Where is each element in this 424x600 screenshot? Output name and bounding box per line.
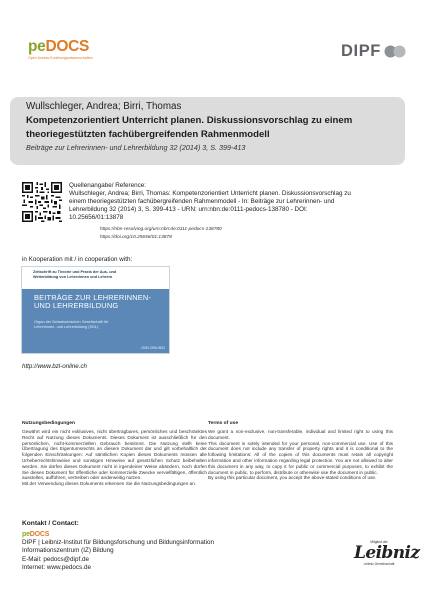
- terms-german: [22, 421, 207, 487]
- bzl-online-link[interactable]: http://www.bzl-online.ch: [22, 363, 87, 370]
- terms-english-paragraph: We grant a non-exclusive, non-transferable, individual and limited right to using this document.: [208, 429, 393, 440]
- quotation-line: Wullschleger, Andrea; Birri, Thomas: Kompetenzorientiert Unterricht planen. Diskussionsvorschlag zu: [69, 190, 351, 198]
- quotation-urls: [100, 226, 400, 242]
- journal-cover-title-line: UND LEHRERBILDUNG: [34, 301, 119, 311]
- journal-cover-issn: ISSN 2296-9632: [141, 346, 165, 350]
- quotation-block: [69, 182, 409, 240]
- contact-website[interactable]: Internet: www.pedocs.de: [22, 564, 91, 572]
- dipf-logo-text: DIPF: [341, 42, 381, 60]
- qr-code-icon: [22, 182, 62, 222]
- quotation-line: Quellenangabe/ Reference:: [69, 182, 147, 189]
- urn-link[interactable]: https://nbn-resolving.org/urn:nbn:de:0111-pedocs-138780: [100, 227, 222, 232]
- journal-cover-band: [22, 289, 170, 354]
- dipf-logo: [341, 43, 406, 59]
- terms-english: [208, 421, 393, 481]
- journal-cover: [21, 266, 170, 354]
- journal-cover-subtitle-line: Lehrerinnen- und Lehrerbildung (SGL): [34, 325, 99, 329]
- journal-cover-subtitle-line: Organ der Schweizerischen Gesellschaft für: [34, 320, 109, 324]
- cooperation-label: in Kooperation mit / in cooperation with:: [22, 256, 133, 263]
- terms-english-paragraph: By using this particular document, you accept the above-stated conditions of use.: [208, 475, 377, 481]
- pedocs-small-logo: peDOCS: [22, 531, 50, 538]
- pedocs-logo-wordmark: peDOCS: [28, 38, 90, 55]
- terms-english-heading: Terms of use: [208, 421, 239, 426]
- citation-box: [10, 97, 405, 165]
- quotation-line: einem theoriegestützten fachübergreifenden Rahmenmodell - In: Beiträge zur Lehrerinnen- und: [69, 198, 335, 206]
- quotation-line: 10.25656/01:13878: [69, 214, 124, 222]
- leibniz-logo: [354, 540, 420, 566]
- journal-cover-title-line: BEITRÄGE ZUR LEHRERINNEN-: [34, 293, 152, 302]
- contact-block: [22, 531, 214, 573]
- citation-authors: Wullschleger, Andrea; Birri, Thomas: [26, 101, 182, 112]
- journal-cover-top: [22, 267, 169, 287]
- terms-german-paragraph: Mit der Verwendung dieses Dokuments erkennen Sie die Nutzungsbedingungen an.: [22, 481, 197, 487]
- citation-source: Beiträge zur Lehrerinnen- und Lehrerbildung 32 (2014) 3, S. 399-413: [26, 143, 246, 152]
- terms-german-paragraph: Gewährt wird ein nicht exklusives, nicht übertragbares, persönliches und beschränktes Recht auf Nutzung dieses Dokuments. Dieses Dokument ist ausschließlich für den persönlichen, nicht-kommerziellen Gebrauch bestimmt. Die Nutzung stellt keine Übertragung des Eigentumsrechts an diesem Dokument dar und gilt vorbehaltlich der folgenden Einschränkungen: Auf sämtlichen Kopien dieses Dokuments müssen alle Urheberrechtshinweise und sonstigen Hinweise auf gesetzlichen Schutz beibehalten werden. Sie dürfen dieses Dokument nicht in irgendeiner Weise abändern, noch dürfen Sie dieses Dokument für öffentliche oder kommerzielle Zwecke vervielfältigen, öffentlich ausstellen, aufführen, vertreiben oder anderweitig nutzen.: [22, 429, 207, 481]
- dipf-circles-icon: [384, 45, 406, 58]
- doi-link[interactable]: https://doi.org/10.25656/01:13878: [100, 235, 172, 240]
- pedocs-logo-tagline: Open Access Erziehungswissenschaften: [28, 56, 93, 60]
- terms-english-paragraph: This document is solely intended for your personal, non-commercial use. Use of this document does not include any transfer of property rights and it is conditional to the following limitations: All of the copies of this documents must retain all copyright information and other information regarding legal protection. You are not allowed to alter this document in any way, to copy it for public or commercial purposes, to exhibit the document in public, to perform, distribute or otherwise use the document in public.: [208, 440, 393, 475]
- journal-cover-subtitle: [34, 320, 108, 330]
- citation-title: Kompetenzorientiert Unterricht planen. Diskussionsvorschlag zu einem theoriegestützten fachübergreifenden Rahmenmodell: [26, 115, 353, 140]
- leibniz-subtitle: Leibniz-Gemeinschaft: [363, 562, 395, 566]
- contact-email[interactable]: E-Mail: pedocs@dipf.de: [22, 555, 89, 563]
- contact-line: Informationszentrum (IZ) Bildung: [22, 547, 114, 555]
- contact-line: DIPF | Leibniz-Institut für Bildungsforschung und Bildungsinformation: [22, 539, 215, 546]
- quotation-line: Lehrerbildung 32 (2014) 3, S. 399-413 - URN: urn:nbn:de:0111-pedocs-138780 - DOI:: [69, 206, 308, 214]
- journal-cover-title: [34, 294, 151, 311]
- journal-cover-top-line: Zeitschrift zu Theorie und Praxis der Aus- und: [33, 270, 117, 274]
- terms-german-heading: Nutzungsbedingungen: [22, 421, 75, 426]
- leibniz-wordmark: Leibniz: [354, 543, 420, 563]
- leibniz-member-label: Mitglied der: [370, 540, 388, 544]
- contact-heading: Kontakt / Contact:: [22, 520, 79, 527]
- journal-cover-top-line: Weiterbildung von Lehrerinnen und Lehrern: [33, 274, 113, 279]
- pedocs-logo: [28, 40, 93, 60]
